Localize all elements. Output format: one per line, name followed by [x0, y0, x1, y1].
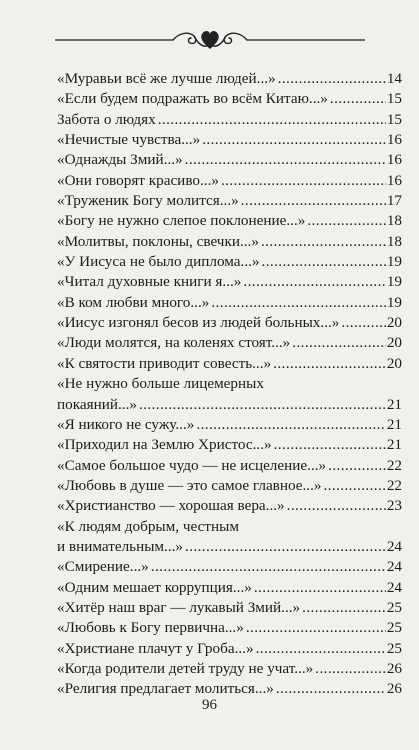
- toc-entry-page: 16: [386, 151, 402, 169]
- toc-entry-title: «Я никого не сужу...»: [57, 415, 195, 433]
- toc-entry-page: 18: [386, 232, 402, 250]
- toc-entry-title: «Молитвы, поклоны, свечки...»: [57, 232, 259, 250]
- toc-entry-page: 25: [386, 619, 402, 637]
- toc-entry: [57, 232, 402, 252]
- toc-entry-title: Забота о людях: [57, 110, 156, 128]
- toc-entry-title: «Смирение...»: [57, 558, 149, 576]
- dot-leader: [290, 333, 386, 353]
- toc-entry-title: и внимательным...»: [57, 537, 184, 555]
- toc-entry: [57, 374, 402, 415]
- dot-leader: [272, 435, 386, 455]
- toc-entry: [57, 171, 402, 191]
- toc-entry-title: «Самое большое чудо — не исцеление...»: [57, 456, 327, 474]
- dot-leader: [339, 313, 385, 333]
- toc-entry: [57, 598, 402, 618]
- toc-entry-title: «Однажды Змий...»: [57, 151, 183, 169]
- toc-entry-title: «Они говорят красиво...»: [57, 171, 219, 189]
- toc-entry: [57, 456, 402, 476]
- toc-entry: [57, 130, 402, 150]
- toc-entry: [57, 313, 402, 333]
- dot-leader: [285, 496, 386, 516]
- toc-entry-title: «Нечистые чувства...»: [57, 131, 201, 149]
- toc-entry-title: «Христиане плачут у Гроба...»: [57, 639, 254, 657]
- toc-entry-page: 25: [386, 639, 402, 657]
- toc-entry: [57, 150, 402, 170]
- toc-entry-title: «Хитёр наш враг — лукавый Змий...»: [57, 598, 301, 616]
- header-ornament: [55, 20, 365, 54]
- dot-leader: [254, 639, 386, 659]
- toc-entry-title: «Читал духовные книги я...»: [57, 273, 242, 291]
- dot-leader: [183, 537, 386, 557]
- ornament-right-scroll: [224, 33, 247, 43]
- toc-entry-page: 20: [386, 314, 402, 332]
- toc-entry-title: «Религия предлагает молиться...»: [57, 680, 274, 698]
- toc-entry-title: «Любовь в душе — это самое главное...»: [57, 476, 322, 494]
- toc-entry-title: «Люди молятся, на коленях стоят...»: [57, 334, 291, 352]
- dot-leader: [219, 171, 386, 191]
- toc-entry-page: 22: [386, 456, 402, 474]
- toc-entry-page: 20: [386, 354, 402, 372]
- dot-leader: [300, 598, 386, 618]
- dot-leader: [137, 395, 386, 415]
- ornament-left-scroll: [173, 33, 196, 43]
- toc-entry: [57, 211, 402, 231]
- toc-entry-title: «Труженик Богу молится...»: [57, 192, 239, 210]
- toc-entry-title: «Если будем подражать во всём Китаю...»: [57, 90, 328, 108]
- toc-entry-page: 19: [386, 273, 402, 291]
- toc-entry: [57, 578, 402, 598]
- toc-entry: [57, 191, 402, 211]
- toc-entry-page: 18: [386, 212, 402, 230]
- toc-entry: [57, 293, 402, 313]
- toc-entry: [57, 517, 402, 558]
- dot-leader: [260, 252, 386, 272]
- toc-entry-page: 23: [386, 497, 402, 515]
- dot-leader: [183, 150, 386, 170]
- toc-entry: [57, 110, 402, 130]
- toc-entry-page: 24: [386, 578, 402, 596]
- dot-leader: [156, 110, 386, 130]
- toc-entry-page: 15: [386, 110, 402, 128]
- toc-entry-page: 21: [386, 395, 402, 413]
- toc-entry-title: «Муравьи всё же лучше людей...»: [57, 70, 276, 87]
- toc-entry-page: 17: [386, 192, 402, 210]
- toc-entry: [57, 618, 402, 638]
- toc-entry-title: «Иисус изгонял бесов из людей больных...»: [57, 314, 340, 332]
- toc-entry: [57, 333, 402, 353]
- toc-entry-title: «К святости приводит совесть...»: [57, 354, 272, 372]
- toc-entry-title: «Богу не нужно слепое поклонение...»: [57, 212, 306, 230]
- toc-entry-page: 16: [386, 171, 402, 189]
- toc-entry: [57, 659, 402, 679]
- dot-leader: [244, 618, 386, 638]
- toc-entry-title: «Одним мешает коррупция...»: [57, 578, 252, 596]
- toc-entry-page: 21: [386, 415, 402, 433]
- toc-entry-page: 14: [386, 70, 402, 87]
- dot-leader: [271, 354, 386, 374]
- toc-entry: [57, 354, 402, 374]
- toc-entry-page: 19: [386, 253, 402, 271]
- dot-leader: [209, 293, 385, 313]
- toc-entry-page: 24: [386, 558, 402, 576]
- toc-entry-title: «У Иисуса не было диплома...»: [57, 253, 260, 271]
- dot-leader: [305, 211, 385, 231]
- dot-leader: [276, 69, 386, 89]
- toc-entry: [57, 435, 402, 455]
- dot-leader: [241, 272, 385, 292]
- dot-leader: [328, 89, 386, 109]
- dot-leader: [194, 415, 385, 435]
- toc-entry: [57, 557, 402, 577]
- toc-entry: [57, 415, 402, 435]
- toc-entry: [57, 639, 402, 659]
- toc-entry-page: 21: [386, 436, 402, 454]
- toc-entry-title-line: «К людям добрым, честным: [57, 517, 239, 535]
- dot-leader: [149, 557, 386, 577]
- toc-entry-page: 19: [386, 293, 402, 311]
- toc-entry-title: «Любовь к Богу первична...»: [57, 619, 244, 637]
- toc-entry-title-line: «Не нужно больше лицемерных: [57, 375, 264, 393]
- toc-entry-title: «В ком любви много...»: [57, 293, 210, 311]
- dot-leader: [200, 130, 386, 150]
- table-of-contents: [57, 69, 402, 700]
- dot-leader: [239, 191, 386, 211]
- toc-entry: [57, 69, 402, 89]
- toc-entry: [57, 496, 402, 516]
- dot-leader: [252, 578, 386, 598]
- toc-entry-page: 22: [386, 476, 402, 494]
- toc-entry: [57, 272, 402, 292]
- toc-entry: [57, 252, 402, 272]
- dot-leader: [326, 456, 386, 476]
- toc-entry-page: 26: [386, 680, 402, 698]
- toc-entry-page: 24: [386, 537, 402, 555]
- dot-leader: [259, 232, 386, 252]
- toc-entry-title: «Приходил на Землю Христос...»: [57, 436, 272, 454]
- toc-entry-page: 20: [386, 334, 402, 352]
- page-number: 96: [202, 697, 217, 713]
- dot-leader: [313, 659, 386, 679]
- dot-leader: [321, 476, 385, 496]
- toc-entry-page: 16: [386, 131, 402, 149]
- toc-entry-title: покаяний...»: [57, 395, 137, 413]
- toc-entry: [57, 89, 402, 109]
- toc-entry: [57, 476, 402, 496]
- toc-entry-title: «Когда родители детей труду не учат...»: [57, 659, 314, 677]
- toc-entry-page: 15: [386, 90, 402, 108]
- toc-entry-title: «Христианство — хорошая вера...»: [57, 497, 285, 515]
- toc-entry-page: 25: [386, 598, 402, 616]
- toc-entry-page: 26: [386, 659, 402, 677]
